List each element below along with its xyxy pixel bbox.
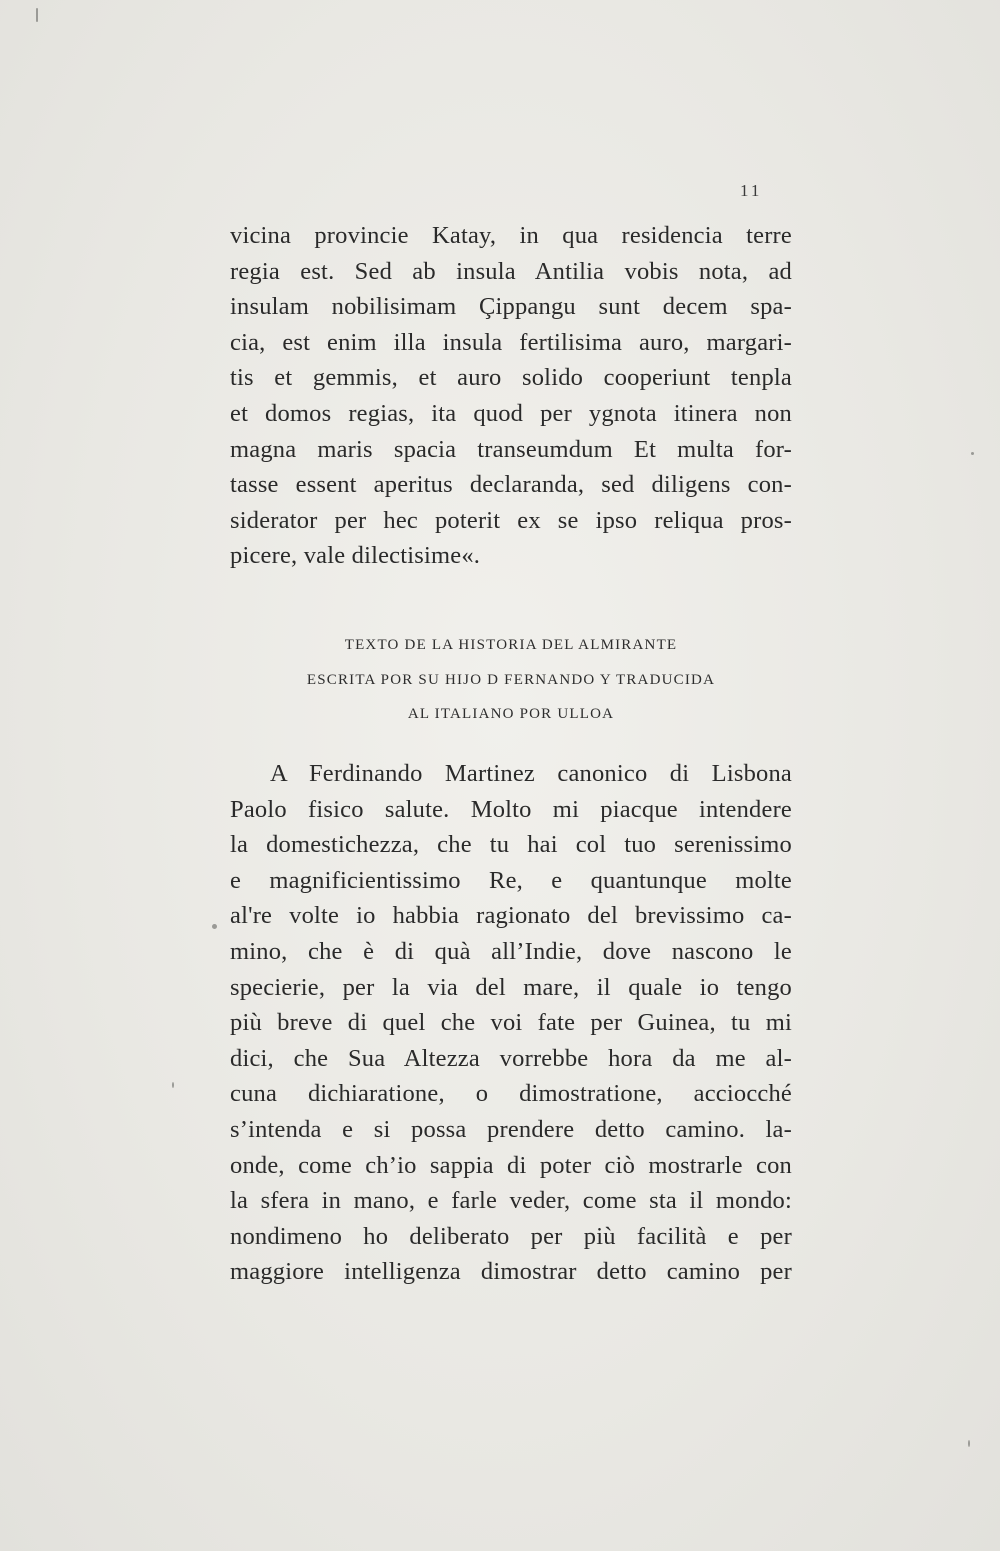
text-line: Paolo fisico salute. Molto mi piacque intendere [230,795,792,823]
text-line: vicina provincie Katay, in qua residencia terre [230,222,792,249]
paper-speck [968,1440,970,1447]
heading-line: ESCRITA POR SU HIJO D FERNANDO Y TRADUCIDA [306,671,716,688]
paper-speck [212,924,217,929]
text-line: A Ferdinando Martinez canonico di Lisbona [270,760,792,787]
latin-paragraph [230,218,792,574]
text-line: dici, che Sua Altezza vorrebbe hora da me al- [230,1044,792,1072]
paper-speck [172,1082,174,1088]
text-line: tis et gemmis, et auro solido cooperiunt tenpla [230,364,792,392]
paper-speck [36,8,38,22]
paper-speck [971,452,974,455]
heading-line: TEXTO DE LA HISTORIA DEL ALMIRANTE [344,637,678,653]
text-line: cuna dichiaratione, o dimostratione, acciocché [230,1080,792,1108]
text-line: più breve di quel che voi fate per Guinea, tu mi [230,1009,792,1037]
text-line: specierie, per la via del mare, il quale io tengo [230,973,792,1001]
text-line: regia est. Sed ab insula Antilia vobis nota, ad [230,257,792,285]
text-line: tasse essent aperitus declaranda, sed diligens con- [230,471,792,499]
heading-line: AL ITALIANO POR ULLOA [407,706,615,722]
section-heading [230,628,792,732]
text-line: picere, vale dilectisime«. [230,542,481,570]
text-line: insulam nobilisimam Çippangu sunt decem spa- [230,293,792,321]
text-line: la sfera in mano, e farle veder, come sta il mondo: [230,1187,792,1215]
page-number: 11 [740,181,763,200]
text-line: mino, che è di quà all’Indie, dove nascono le [230,937,792,965]
text-line: magna maris spacia transeumdum Et multa for- [230,435,792,463]
text-line: la domestichezza, che tu hai col tuo serenissimo [230,831,792,859]
text-line: s’intenda e si possa prendere detto camino. la- [230,1115,792,1143]
text-line: onde, come ch’io sappia di poter ciò mostrarle con [230,1151,792,1179]
text-line: al're volte io habbia ragionato del brevissimo ca- [230,902,792,930]
text-line: siderator per hec poterit ex se ipso reliqua pros- [230,506,792,534]
text-line: cia, est enim illa insula fertilisima auro, margari- [230,328,792,356]
text-line: nondimeno ho deliberato per più facilità e per [230,1222,792,1250]
text-line: maggiore intelligenza dimostrar detto camino per [230,1258,792,1286]
italian-paragraph [230,756,792,1290]
text-line: e magnificientissimo Re, e quantunque molte [230,866,792,894]
text-line: et domos regias, ita quod per ygnota itinera non [230,399,792,427]
